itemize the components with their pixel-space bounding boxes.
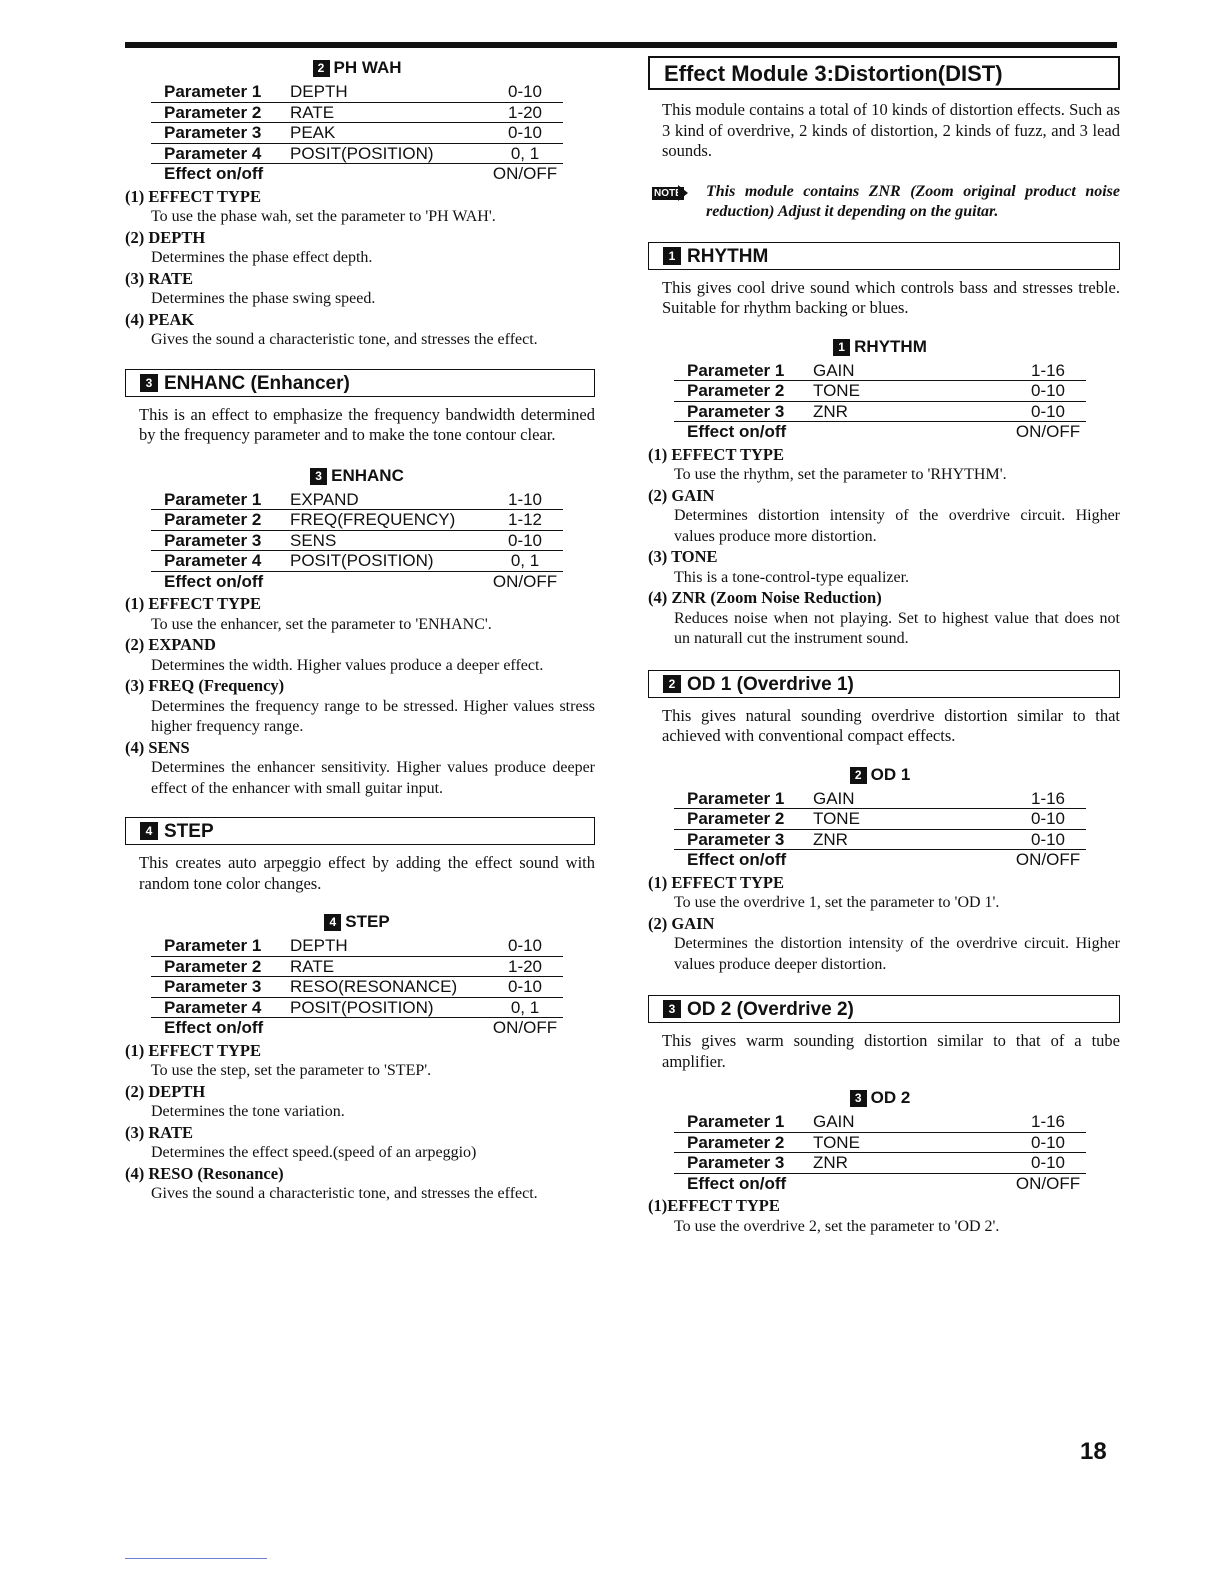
param-row [674,361,1086,382]
param-table-title [151,464,563,488]
param-range: ON/OFF [492,164,558,183]
param-row [151,957,563,978]
param-row [151,510,563,531]
item-heading: (4) PEAK [125,309,195,329]
param-table-title [674,763,1086,787]
item-heading: (4) RESO (Resonance) [125,1163,284,1183]
description-item [648,547,1120,588]
right-column [648,56,1120,1237]
description-item [125,310,595,351]
param-name: Parameter 3 [687,401,785,421]
param-function: DEPTH [290,936,348,955]
enhanc-param-table [151,464,563,593]
section-description: This gives warm sounding distortion similar to that of a tube amplifier. [662,1031,1120,1071]
item-heading: (4) ZNR (Zoom Noise Reduction) [648,588,882,607]
param-row [674,1133,1086,1154]
param-range: 0-10 [507,82,543,101]
param-name: Parameter 1 [687,360,785,380]
item-text: Determines the frequency range to be stressed. Higher values stress higher frequency range. [151,697,595,735]
note-text: This module contains ZNR (Zoom original product noise reduction) Adjust it depending on the guitar. [706,182,1120,220]
item-text: Determines the distortion intensity of the overdrive circuit. Higher values produce deeper distortion. [674,935,1120,973]
param-row [151,977,563,998]
param-table-title-text: PH WAH [333,58,402,77]
section-number-badge: 2 [663,675,681,693]
section-header-text: STEP [164,821,214,842]
param-range: 0-10 [1030,1132,1066,1152]
param-name: Parameter 4 [164,143,262,163]
description-item [125,594,595,635]
param-function: RATE [290,956,335,976]
item-text: Determines the enhancer sensitivity. Higher values produce deeper effect of the enhancer with small guitar input. [151,759,595,797]
section-description: This gives cool drive sound which controls bass and stresses treble. Suitable for rhythm backing or blues. [662,277,1120,317]
section-number-badge: 3 [310,468,327,485]
od2-param-table [674,1086,1086,1194]
param-name: Parameter 3 [164,977,262,996]
item-text: Determines the tone variation. [151,1103,345,1120]
param-name: Effect on/off [687,850,787,869]
rhythm-section-header [648,242,1120,270]
param-function [813,850,1010,871]
param-name: Parameter 2 [164,956,262,976]
param-range: 0, 1 [510,143,540,163]
section-description: This gives natural sounding overdrive distortion similar to that achieved with conventional compact effects. [662,705,1120,745]
section-header-text: OD 1 (Overdrive 1) [687,673,854,695]
param-range: 1-20 [507,956,543,976]
param-name: Parameter 1 [164,489,262,509]
item-heading: (2) GAIN [648,485,715,505]
param-range: ON/OFF [1015,422,1081,441]
param-function: GAIN [813,360,855,380]
description-item [125,187,595,228]
section-number-badge: 2 [313,60,330,77]
param-row [151,936,563,957]
item-heading: (1) EFFECT TYPE [125,186,261,206]
description-item [648,486,1120,548]
param-name: Parameter 1 [687,788,785,808]
param-row [674,1112,1086,1133]
top-rule [125,42,1117,48]
description-item [125,635,595,676]
item-heading: (3) TONE [648,547,718,566]
item-text: Gives the sound a characteristic tone, and stresses the effect. [151,331,538,348]
param-function [290,572,487,593]
description-item [125,676,595,738]
section-number-badge: 3 [850,1090,867,1107]
param-row [151,103,563,124]
description-item [125,1164,595,1205]
param-row [151,123,563,144]
section-number-badge: 4 [324,914,341,931]
module-title: Effect Module 3:Distortion(DIST) [648,56,1120,90]
item-text: To use the enhancer, set the parameter to 'ENHANC'. [151,615,492,633]
item-text: This is a tone-control-type equalizer. [674,568,910,586]
item-text: To use the step, set the parameter to 'STEP'. [151,1062,432,1079]
param-range: 0-10 [1030,401,1066,421]
module-description: This module contains a total of 10 kinds of distortion effects. Such as 3 kind of overdrive, 2 kinds of distortion, 2 kinds of fuzz, and 3 lead sounds. [662,100,1120,160]
item-text: Gives the sound a characteristic tone, and stresses the effect. [151,1185,538,1202]
param-name: Parameter 2 [164,102,262,122]
section-header-text: RHYTHM [687,245,769,267]
param-range: 1-20 [507,102,543,122]
od1-section-header [648,670,1120,698]
param-function: TONE [813,381,860,400]
param-range: ON/OFF [492,571,558,591]
param-name: Parameter 1 [164,82,262,101]
param-name: Parameter 1 [164,936,262,955]
section-number-badge: 3 [663,1000,681,1018]
param-function [813,422,1010,443]
param-function: POSIT(POSITION) [290,551,434,570]
param-row [151,164,563,185]
left-column [125,56,595,1205]
item-heading: (3) RATE [125,268,193,288]
item-text: To use the overdrive 2, set the parameter to 'OD 2'. [674,1217,1000,1235]
section-header-text: OD 2 (Overdrive 2) [687,999,854,1020]
param-function [290,1018,487,1039]
param-function: ZNR [813,1153,848,1172]
param-name: Parameter 2 [687,1132,785,1152]
item-heading: (2) GAIN [648,913,715,933]
rhythm-param-table [674,335,1086,443]
item-text: Determines the phase swing speed. [151,290,376,307]
item-heading: (3) FREQ (Frequency) [125,676,285,695]
param-table-title [674,335,1086,359]
description-item [648,445,1120,486]
item-heading: (2) DEPTH [125,227,206,247]
item-text: Reduces noise when not playing. Set to highest value that does not un naturall cut the instrument sound. [674,609,1120,647]
param-function [290,164,487,185]
item-heading: (1) EFFECT TYPE [648,872,784,892]
note-icon [648,182,696,210]
section-number-badge: 1 [663,247,681,265]
description-item [125,1041,595,1082]
param-range: ON/OFF [492,1018,558,1037]
phwah-param-table [151,56,563,185]
description-item [125,1123,595,1164]
param-function: POSIT(POSITION) [290,997,434,1017]
param-name: Effect on/off [164,571,264,591]
description-item [125,738,595,800]
item-heading: (1) EFFECT TYPE [648,444,784,464]
param-function: RESO(RESONANCE) [290,977,458,996]
param-range: 0, 1 [510,551,540,570]
param-name: Parameter 3 [164,123,262,142]
section-number-badge: 2 [850,767,867,784]
step-section-header [125,817,595,845]
param-range: 1-10 [507,489,543,509]
param-function: PEAK [290,123,336,142]
item-text: Determines distortion intensity of the overdrive circuit. Higher values produce more distortion. [674,507,1120,545]
item-heading: (2) EXPAND [125,635,216,654]
param-row [151,551,563,572]
description-item [125,228,595,269]
item-heading: (1) EFFECT TYPE [125,1040,261,1060]
param-row [151,82,563,103]
param-table-title-text: OD 2 [870,1088,911,1107]
param-name: Parameter 4 [164,551,262,570]
description-item [125,269,595,310]
note-label: NOTE [654,187,682,199]
param-row [674,422,1086,443]
item-text: To use the overdrive 1, set the parameter to 'OD 1'. [674,894,1000,911]
param-table-title-text: STEP [345,912,390,931]
param-row [151,144,563,165]
param-name: Parameter 3 [687,1153,785,1172]
enhanc-section-header [125,369,595,397]
param-row [674,1153,1086,1174]
item-heading: (3) RATE [125,1122,193,1142]
param-row [151,531,563,552]
param-function: EXPAND [290,489,359,509]
param-name: Effect on/off [164,164,264,183]
param-row [151,1018,563,1039]
param-row [674,402,1086,423]
param-range: 0, 1 [510,997,540,1017]
description-item [125,1082,595,1123]
step-param-table [151,910,563,1039]
param-name: Parameter 2 [687,809,785,828]
param-row [151,490,563,511]
section-description: This creates auto arpeggio effect by adding the effect sound with random tone color changes. [139,853,595,893]
param-function: SENS [290,530,337,550]
param-table-title-text: OD 1 [870,764,911,784]
param-function: TONE [813,1132,860,1152]
page-number: 18 [1080,1438,1107,1465]
description-item [648,914,1120,976]
param-function: ZNR [813,829,848,849]
section-header-text: ENHANC (Enhancer) [164,372,350,394]
param-range: ON/OFF [1015,850,1081,869]
note-box [648,182,1120,222]
param-range: 1-16 [1030,788,1066,808]
section-number-badge: 4 [140,822,158,840]
param-function: DEPTH [290,82,348,101]
param-row [674,809,1086,830]
param-function: TONE [813,809,860,828]
param-range: 1-16 [1030,360,1066,380]
param-range: 0-10 [507,936,543,955]
param-row [151,998,563,1019]
param-row [674,850,1086,871]
param-range: 0-10 [507,530,543,550]
section-number-badge: 1 [833,339,850,356]
param-row [674,789,1086,810]
param-function: GAIN [813,788,855,808]
param-range: 0-10 [1030,1153,1066,1172]
param-name: Parameter 2 [164,510,262,529]
section-number-badge: 3 [140,374,158,392]
param-row [674,381,1086,402]
param-function: FREQ(FREQUENCY) [290,510,456,529]
param-table-title [674,1086,1086,1110]
param-range: 0-10 [507,123,543,142]
param-row [674,1174,1086,1195]
description-item [648,1196,1120,1237]
od1-param-table [674,763,1086,871]
param-name: Parameter 4 [164,997,262,1017]
item-text: To use the rhythm, set the parameter to 'RHYTHM'. [674,466,1007,483]
param-function: POSIT(POSITION) [290,143,434,163]
param-range: 0-10 [1030,809,1066,828]
description-item [648,873,1120,914]
param-range: ON/OFF [1015,1173,1081,1193]
item-text: To use the phase wah, set the parameter to 'PH WAH'. [151,208,496,225]
param-name: Parameter 1 [687,1112,785,1131]
param-name: Parameter 3 [687,829,785,849]
param-table-title-text: ENHANC [331,465,404,485]
param-range: 0-10 [1030,381,1066,400]
param-table-title [151,56,563,80]
item-text: Determines the effect speed.(speed of an arpeggio) [151,1144,477,1161]
param-name: Parameter 2 [687,381,785,400]
param-function: ZNR [813,401,848,421]
item-text: Determines the width. Higher values produce a deeper effect. [151,656,544,674]
param-name: Effect on/off [687,1173,787,1193]
param-range: 0-10 [507,977,543,996]
param-function: RATE [290,102,335,122]
item-text: Determines the phase effect depth. [151,249,373,266]
footer-rule [125,1558,267,1559]
param-function: GAIN [813,1112,855,1131]
item-heading: (4) SENS [125,737,190,757]
param-name: Parameter 3 [164,530,262,550]
param-table-title [151,910,563,934]
param-row [151,572,563,593]
param-table-title-text: RHYTHM [854,336,927,356]
param-function [813,1174,1010,1195]
section-description: This is an effect to emphasize the frequency bandwidth determined by the frequency parameter and to make the tone contour clear. [139,404,595,444]
param-range: 1-12 [507,510,543,529]
param-range: 0-10 [1030,829,1066,849]
item-heading: (2) DEPTH [125,1081,206,1101]
description-item [648,588,1120,650]
param-row [674,830,1086,851]
param-name: Effect on/off [687,422,787,441]
param-range: 1-16 [1030,1112,1066,1131]
od2-section-header [648,995,1120,1023]
param-name: Effect on/off [164,1018,264,1037]
item-heading: (1)EFFECT TYPE [648,1196,780,1215]
item-heading: (1) EFFECT TYPE [125,594,261,613]
